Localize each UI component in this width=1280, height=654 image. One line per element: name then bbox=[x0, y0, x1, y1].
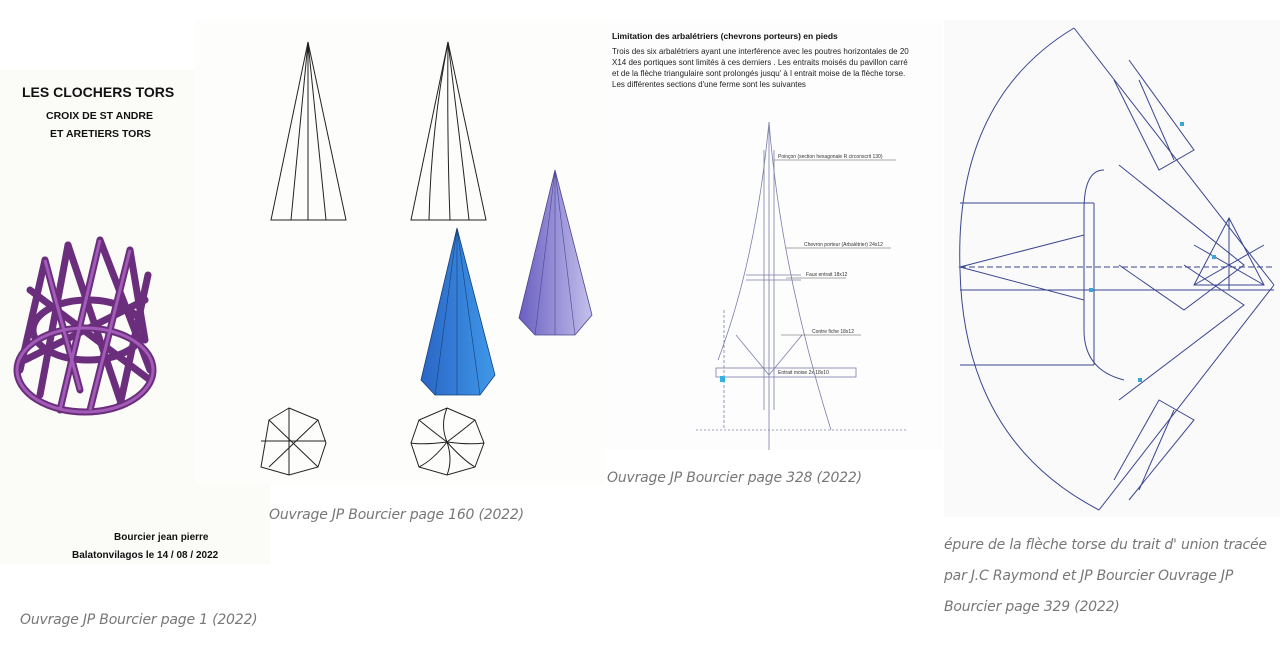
label-chevron: Chevron porteur (Arbalétrier) 24x12 bbox=[804, 242, 883, 248]
doc-title: Limitation des arbalétriers (chevrons porteurs) en pieds bbox=[612, 31, 838, 41]
caption-page-329-line-1: épure de la flèche torse du trait d' union tracée bbox=[944, 537, 1267, 553]
doc-line-4: Les différentes sections d'une ferme sont les suivantes bbox=[612, 80, 806, 89]
caption-page-329-line-2: par J.C Raymond et JP Bourcier Ouvrage JP bbox=[944, 568, 1234, 584]
epure-plan-drawing bbox=[944, 20, 1280, 517]
caption-page-160: Ouvrage JP Bourcier page 160 (2022) bbox=[269, 507, 524, 523]
label-faux-entrait: Faux entrait 18x12 bbox=[806, 272, 848, 278]
truss-section-drawing bbox=[606, 110, 943, 450]
caption-page-1: Ouvrage JP Bourcier page 1 (2022) bbox=[20, 612, 258, 628]
spire-drawings bbox=[195, 20, 605, 485]
label-entrait-moise: Entrait moise 2x 18x10 bbox=[778, 370, 829, 376]
cover-title: LES CLOCHERS TORS bbox=[22, 84, 175, 100]
epure-plan-figure[interactable] bbox=[944, 20, 1280, 517]
label-poincon: Poinçon (section hexagonale R circonscrit 130) bbox=[778, 154, 883, 160]
cover-subtitle-2: ET ARETIERS TORS bbox=[50, 128, 151, 140]
section-drawing-figure[interactable] bbox=[606, 20, 943, 450]
caption-page-329-line-3: Bourcier page 329 (2022) bbox=[944, 599, 1120, 615]
doc-line-2: X14 des portiques sont limités à ces derniers . Les entraits moisés du pavillon carré bbox=[612, 58, 908, 67]
caption-page-328: Ouvrage JP Bourcier page 328 (2022) bbox=[607, 470, 862, 486]
label-contre-fiche: Contre fiche 18x12 bbox=[812, 329, 854, 335]
cover-author: Bourcier jean pierre bbox=[114, 532, 209, 543]
spire-drawings-figure[interactable] bbox=[195, 20, 605, 485]
cover-place-date: Balatonvilagos le 14 / 08 / 2022 bbox=[72, 550, 219, 561]
doc-line-1: Trois des six arbalétriers ayant une interférence avec les poutres horizontales de 20 bbox=[612, 47, 909, 56]
cover-subtitle-1: CROIX DE ST ANDRE bbox=[46, 110, 153, 122]
doc-line-3: et de la flèche triangulaire sont prolongés jusqu' à l entrait moise de la flèche torse. bbox=[612, 69, 906, 78]
